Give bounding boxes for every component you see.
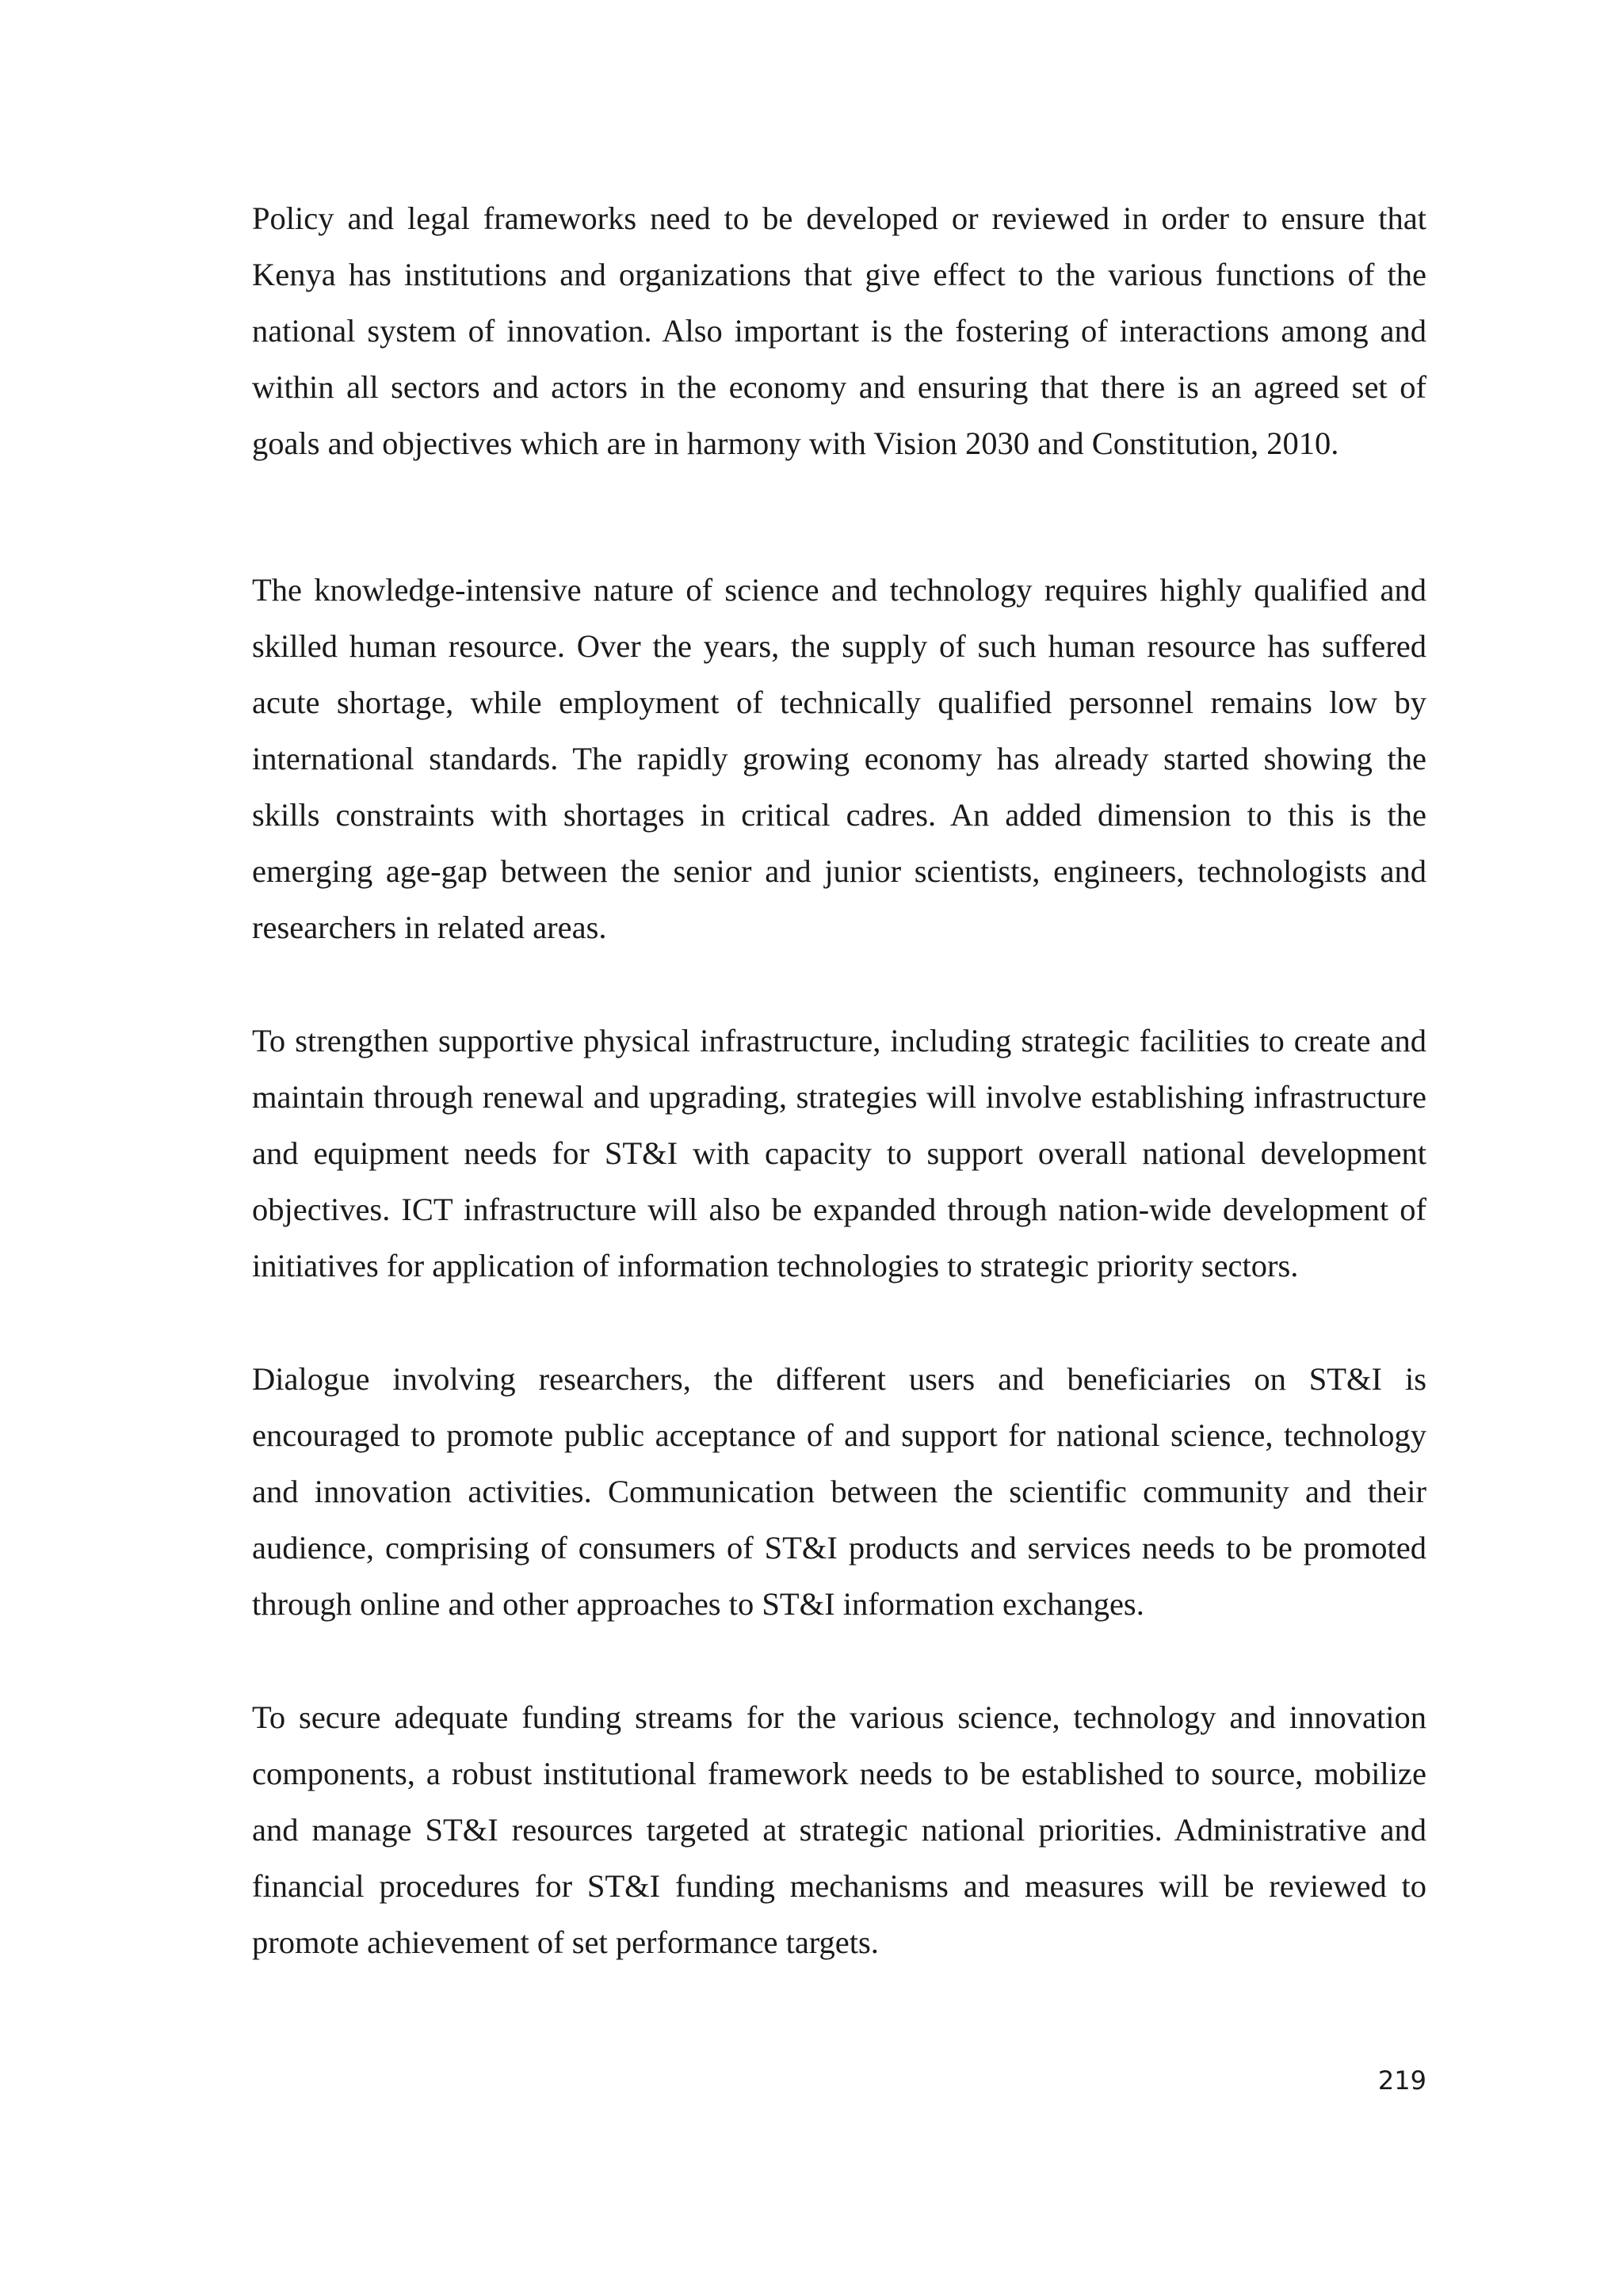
page-number: 219 <box>1377 2065 1426 2096</box>
paragraph-physical-infrastructure: To strengthen supportive physical infrastructure, including strategic facilities to create and maintain through renewal and upgrading, strategies will involve establishing infrastructure and equipment needs for ST&I with capacity to support overall national development objectives. ICT infrastructure will also be expanded through nation-wide development of initiatives for application of information technologies to strategic priority sectors. <box>252 1023 1426 1283</box>
page-body <box>252 190 1426 1970</box>
paragraph-policy-legal-frameworks: Policy and legal frameworks need to be developed or reviewed in order to ensure that Kenya has institutions and organizations that give effect to the various functions of the national system of innovation. Also important is the fostering of interactions among and within all sectors and actors in the economy and ensuring that there is an agreed set of goals and objectives which are in harmony with Vision 2030 and Constitution, 2010. <box>252 200 1426 461</box>
paragraph-dialogue-communication: Dialogue involving researchers, the different users and beneficiaries on ST&I is encouraged to promote public acceptance of and support for national science, technology and innovation activities. Communication between the scientific community and their audience, comprising of consumers of ST&I products and services needs to be promoted through online and other approaches to ST&I information exchanges. <box>252 1361 1426 1622</box>
paragraph-funding-streams: To secure adequate funding streams for the various science, technology and innovation components, a robust institutional framework needs to be established to source, mobilize and manage ST&I resources targeted at strategic national priorities. Administrative and financial procedures for ST&I funding mechanisms and measures will be reviewed to promote achievement of set performance targets. <box>252 1699 1426 1960</box>
paragraph-human-resource: The knowledge-intensive nature of science and technology requires highly qualified and skilled human resource. Over the years, the supply of such human resource has suffered acute shortage, while employment of technically qualified personnel remains low by international standards. The rapidly growing economy has already started showing the skills constraints with shortages in critical cadres. An added dimension to this is the emerging age-gap between the senior and junior scientists, engineers, technologists and researchers in related areas. <box>252 572 1426 945</box>
